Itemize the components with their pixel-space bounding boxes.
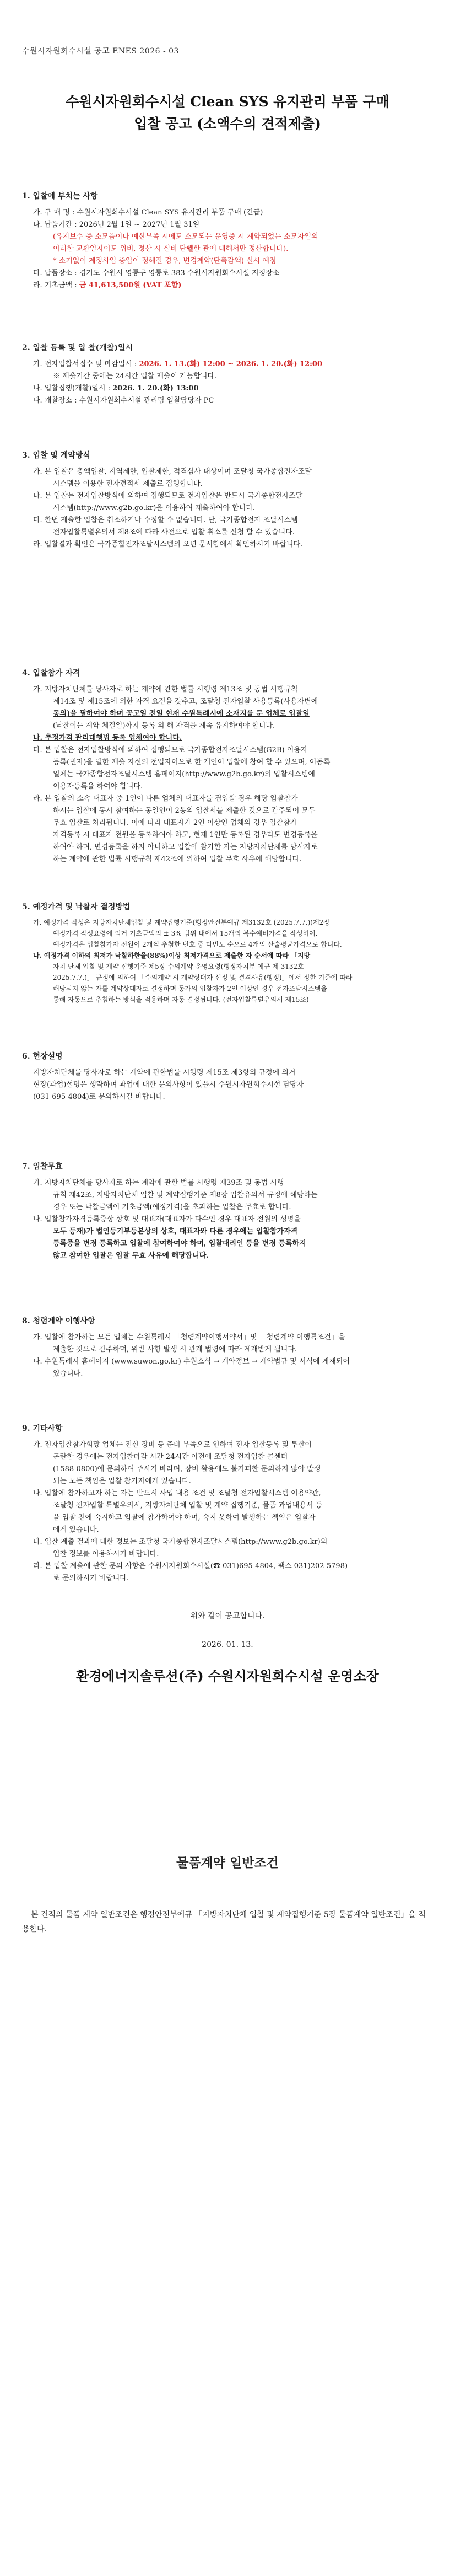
section-3-heading: 3. 입찰 및 계약방식 bbox=[22, 451, 90, 460]
s9-line: 로 문의하시기 바랍니다. bbox=[53, 1574, 129, 1582]
general-conditions-body: 본 건적의 물품 계약 일반조건은 행정안전부에규 「지방자치단체 입찰 및 계약집행기준 5장 물품계약 일반조건」을 적용한다. bbox=[22, 1910, 426, 1934]
s9-line: 다. 입찰 계출 결과에 대한 정보는 조달청 국가종합전자조달시스템(http://www.g2b.go.kr)의 bbox=[33, 1538, 328, 1546]
s9-line: 곤란한 경우에는 전자입찰마감 시간 24시간 이전에 조달청 전자입찰 콜센터 bbox=[53, 1453, 288, 1461]
s4-line: 제14조 및 제15조에 의한 자격 요건을 갖추고, 조달청 전자입찰 사용등록(사용자변에 bbox=[53, 697, 318, 706]
s2-item-c: 다. 개찰장소 : 수원시자원회수시설 관리팀 입찰담당자 PC bbox=[33, 396, 214, 405]
section-7 bbox=[22, 1161, 433, 1262]
section-6 bbox=[22, 1050, 433, 1103]
s9-line: 가. 전자입찰참가희망 업체는 전산 장비 등 준비 부족으로 인하여 전자 입찰등록 및 투찰이 bbox=[33, 1441, 312, 1449]
s9-line: 입찰 정보를 이용하시기 바랍니다. bbox=[53, 1550, 159, 1558]
s4-line: 가. 지방자치단체를 당사자로 하는 계약에 관한 법률 시행령 제13조 및 동법 시행규칙 bbox=[33, 685, 298, 694]
s8-line: 나. 수원특례시 홈페이지 (www.suwon.go.kr) 수원소식 → 계약정보 → 계약법규 및 서식에 게재되어 bbox=[33, 1357, 350, 1366]
s8-line: 제출한 것으로 간주하며, 위반 사항 발생 시 관계 법령에 따라 제재받게 됩니다. bbox=[53, 1345, 297, 1354]
s1-note-red-1: (유지보수 중 소모품이나 예산부족 시에도 소모되는 운영중 시 계약되었는 소모자입의 bbox=[53, 233, 318, 241]
section-6-heading: 6. 현장설명 bbox=[22, 1052, 63, 1061]
section-7-heading: 7. 입찰무효 bbox=[22, 1162, 63, 1171]
section-9 bbox=[22, 1423, 433, 1585]
s1-item-d bbox=[31, 280, 433, 292]
s4-line: 다. 본 입찰은 전자입찰방식에 의하여 집행되므로 국가종합전자조달시스템(G2B) 이용자 bbox=[33, 746, 308, 754]
s8-line: 있습니다. bbox=[53, 1370, 83, 1378]
s1-note-red-3: * 소기없이 계정사업 중입이 정해질 경우, 변경계약(단축감액) 실시 예정 bbox=[53, 257, 277, 265]
s1-note-red-2: 이러한 교환일자이도 위비, 정산 시 실비 단쀌한 관에 대해서만 정산합니다). bbox=[53, 245, 289, 253]
s3-item-c-2: 전자입찰특별유의서 제8조에 따라 사전으로 입찰 취소를 신청 할 수 있습니다. bbox=[53, 528, 295, 536]
section-8 bbox=[22, 1315, 433, 1380]
s5-line: 나. 예정가격 이하의 최저가 낙찰하한율(88%)이상 최저가격으로 제출한 자 순서에 따라 「지방 bbox=[33, 952, 311, 959]
closing-date: 2026. 01. 13. bbox=[202, 1640, 253, 1649]
s4-line: 하시는 입찰에 동시 참여하는 동일인이 2통의 입찰서를 제출한 것으로 간주되어 모두 bbox=[53, 807, 316, 815]
s1-item-a: 가. 구 매 명 : 수원시자원회수시설 Clean SYS 유지관리 부품 구매 (긴급) bbox=[33, 208, 263, 217]
s2-opening-value: 2026. 1. 20.(화) 13:00 bbox=[112, 384, 199, 393]
s3-item-a-2: 시스템을 이용한 전자견적서 제출로 집행합니다. bbox=[53, 480, 203, 488]
s3-item-d: 라. 입찰결과 확인은 국가종합전자조달시스템의 오년 문서함에서 확인하시기 바랍니다. bbox=[33, 540, 303, 549]
s4-line: 동의)을 필하여야 하며 공고일 전일 현재 수원특례시에 소재지를 둔 업체로 입찰일 bbox=[53, 710, 310, 718]
s9-line: 라. 본 입찰 계출에 관한 문의 사항은 수원시자원회수시설(☎ 031)695-4804, 팩스 031)202-5798) bbox=[33, 1562, 348, 1570]
s7-line: 가. 지방자치단체를 당사자로 하는 계약에 관한 법률 시행령 제39조 및 동법 시행 bbox=[33, 1179, 284, 1187]
section-9-heading: 9. 기타사항 bbox=[22, 1424, 63, 1433]
s2-opening-label: 나. 입찰집행(개찰)일시 : bbox=[33, 384, 113, 393]
s5-line: 가. 예정가격 작성은 지방자치단체입찰 및 계약집행기준(행정안전부예규 제3132호 (2025.7.7.))제2장 bbox=[33, 919, 330, 926]
s6-line: (031-695-4804)로 문의하시길 바랍니다. bbox=[33, 1093, 165, 1101]
s9-line: 되는 모든 책임은 입찰 참가자에게 있습니다. bbox=[53, 1477, 191, 1485]
section-5-heading: 5. 예정가격 및 낙찰자 결정방법 bbox=[22, 903, 131, 911]
s9-line: (1588-0800)에 문의하여 주시기 바라며, 장비 활용에도 불가피한 문의하지 않아 발생 bbox=[53, 1465, 321, 1473]
s4-line: 하여야 하며, 변경등록을 하지 아니하고 입찰에 참가한 자는 지방자치단체를 당사자로 bbox=[53, 843, 318, 851]
s7-line: 모두 등재)가 법인등기부등본상의 상호, 대표자와 다른 경우에는 입찰참가자격 bbox=[53, 1227, 298, 1236]
s9-line: 조달청 전자입찰 특별유의서, 지방자치단체 입찰 및 계약 집행기준, 물품 과업내용서 등 bbox=[53, 1501, 323, 1510]
s6-line: 현장(과업)설명은 생략하며 과업에 대한 문의사항이 있을시 수원시자원회수시설 담당자 bbox=[33, 1081, 304, 1089]
closing-line: 위와 같이 공고합니다. bbox=[190, 1612, 265, 1620]
title-block bbox=[0, 91, 455, 135]
s2-item-b bbox=[31, 383, 433, 395]
section-2 bbox=[22, 342, 433, 407]
s2-deadline-value: 2026. 1. 13.(화) 12:00 ~ 2026. 1. 20.(화) 12:00 bbox=[139, 360, 323, 368]
section-2-heading: 2. 입찰 등록 및 입 찰(개찰)일시 bbox=[22, 344, 133, 352]
s4-line: (낙찰이는 계약 체결일)까지 등록 의 해 자격을 계속 유지하여야 합니다. bbox=[53, 722, 275, 730]
s5-line: 예정가격은 입찰참가자 전원이 2개씩 추첨한 번호 중 다빈도 순으로 4개의 산술평균가격으로 합니다. bbox=[53, 941, 342, 948]
title-line-2: 입찰 공고 (소액수의 견적제출) bbox=[134, 116, 321, 132]
section-4 bbox=[22, 667, 433, 866]
s6-line: 지방자치단체를 당사자로 하는 계약에 관한법률 시행령 제15조 제3항의 규정에 의거 bbox=[33, 1069, 296, 1077]
section-5 bbox=[22, 901, 433, 1005]
s3-item-b-1: 나. 본 입찰는 전자입찰방식에 의하여 집행되므로 전자입찰은 반드시 국가종합전자조달 bbox=[33, 492, 303, 500]
s4-line: 라. 본 입찰의 소속 대표자 중 1인이 다른 업체의 대표자를 겸임할 경우 해당 입찰참가 bbox=[33, 795, 298, 803]
s4-line: 하는 계약에 관한 법률 시행규칙 제42조에 의하여 입찰 무효 사유에 해당합니다. bbox=[53, 855, 302, 863]
title-line-1: 수원시자원회수시설 Clean SYS 유지관리 부품 구매 bbox=[66, 94, 389, 110]
s9-line: 나. 입찰에 참가하고자 하는 자는 반드시 사업 내용 조건 및 조달청 전자입찰시스템 이용약관, bbox=[33, 1489, 321, 1498]
organization-signature: 환경에너지솔루션(주) 수원시자원회수시설 운영소장 bbox=[76, 1668, 379, 1684]
s1-item-c: 다. 납품장소 : 경기도 수원시 영통구 영통로 383 수원시자원회수시설 지정장소 bbox=[33, 269, 280, 277]
s3-item-b-2: 시스템(http://www.g2b.go.kr)을 이용하여 제출하여야 합니다. bbox=[53, 504, 256, 512]
s4-line: 일체는 국가종합전자조달시스템 홈페이지(http://www.g2b.go.kr)의 입찰시스템에 bbox=[53, 770, 315, 779]
s9-line: 을 입찰 전에 숙지하고 입찰에 참가하여야 하며, 숙지 못하여 발생하는 책임은 입찰자 bbox=[53, 1514, 316, 1522]
s4-line: 이용자등록을 하여야 합니다. bbox=[53, 782, 143, 791]
general-conditions-title: 물품계약 일반조건 bbox=[176, 1855, 279, 1870]
section-4-heading: 4. 입찰참가 자격 bbox=[22, 669, 80, 678]
s1-base-price-label: 라. 기초금액 : bbox=[33, 281, 79, 289]
s4-line: 무효 입찰로 처리됩니다. 이에 따라 대표자가 2인 이상인 업체의 경우 입찰참가 bbox=[53, 819, 297, 827]
s9-line: 에게 있습니다. bbox=[53, 1526, 99, 1534]
section-3 bbox=[22, 449, 433, 551]
s7-line: 규칙 제42조, 지방자치단체 입찰 및 계약집행기준 제8장 입찰유의서 규정에 해당하는 bbox=[53, 1191, 318, 1199]
s7-line: 경우 또는 낙찰금액이 기초금액(예정가격)을 초과하는 입찰은 무효로 합니다. bbox=[53, 1203, 291, 1211]
s5-line: 2025.7.7.)」 규정에 의하여 「수의계약 시 계약상대자 선정 및 결격사유(행정)」에서 정한 기준에 따라 bbox=[53, 974, 353, 981]
s7-line: 않고 참여한 입찰은 입찰 무효 사유에 해당합니다. bbox=[53, 1252, 209, 1260]
s4-line: 자격등록 시 대표자 전원을 등록하여야 하고, 현재 1인만 등록된 경우라도 변경등록을 bbox=[53, 831, 318, 839]
s4-line: 등록(빈자)을 필한 제출 자선의 전입자이으로 한 개인이 입찰에 참여 할 수 있으며, 이동록 bbox=[53, 758, 331, 766]
s2-deadline-label: 가. 전자입찰서접수 및 마감일시 : bbox=[33, 360, 139, 368]
document-header: 수원시자원회수시설 공고 ENES 2026 - 03 bbox=[22, 47, 179, 56]
s2-note: ※ 제출기간 중에는 24시간 입찰 제출이 가능합니다. bbox=[53, 372, 217, 380]
section-1-heading: 1. 입찰에 부치는 사항 bbox=[22, 192, 98, 201]
s5-line: 예정가격 작성요령에 의거 기초금액의 ± 3% 범위 내에서 15개의 복수예비가격을 작성하여, bbox=[53, 930, 318, 937]
section-1 bbox=[22, 190, 433, 292]
s1-item-b: 나. 납품기간 : 2026년 2월 1일 ~ 2027년 1월 31일 bbox=[33, 221, 200, 229]
s2-item-a bbox=[31, 358, 433, 371]
s3-item-a-1: 가. 본 입찰은 총액입찰, 지역제한, 입찰제한, 적격심사 대상이며 조달청 국가종합전자조달 bbox=[33, 468, 312, 476]
section-8-heading: 8. 청렴계약 이행사항 bbox=[22, 1317, 95, 1325]
s5-line: 자치 단체 입찰 및 계약 집행기준 제5장 수의계약 운영요령(행정자치부 예규 제 3132호 bbox=[53, 963, 304, 970]
s5-line: 통해 자동으로 추첨하는 방식을 적용하며 자동 결정됩니다. (전자입찰특별유의서 제15조) bbox=[53, 996, 309, 1003]
s7-line: 등록증을 변경 등록하고 입찰에 참여하여야 하며, 입찰대리인 등을 변경 등록하지 bbox=[53, 1239, 306, 1248]
s5-line: 해당되지 않는 자를 계약상대자로 결정하며 동가의 입찰자가 2인 이상인 경우 전자조달시스템을 bbox=[53, 985, 327, 992]
s3-item-c-1: 다. 한번 제출한 입찰은 취소하거나 수정할 수 없습니다. 단, 국가종합전자 조달시스템 bbox=[33, 516, 298, 524]
s8-line: 가. 입찰에 참가하는 모든 업체는 수원특례시 「청렴계약이행서약서」및 「청렴계약 이행특조건」을 bbox=[33, 1333, 345, 1341]
s1-base-price-value: 금 41,613,500원 (VAT 포함) bbox=[79, 281, 182, 289]
s4-line: 나. 추정가격 관리대행법 등록 업체여야 합니다. bbox=[33, 734, 182, 742]
s7-line: 나. 입찰참가자격등록증상 상호 및 대표자(대표자가 다수인 경우 대표자 전원의 성명을 bbox=[33, 1215, 301, 1223]
